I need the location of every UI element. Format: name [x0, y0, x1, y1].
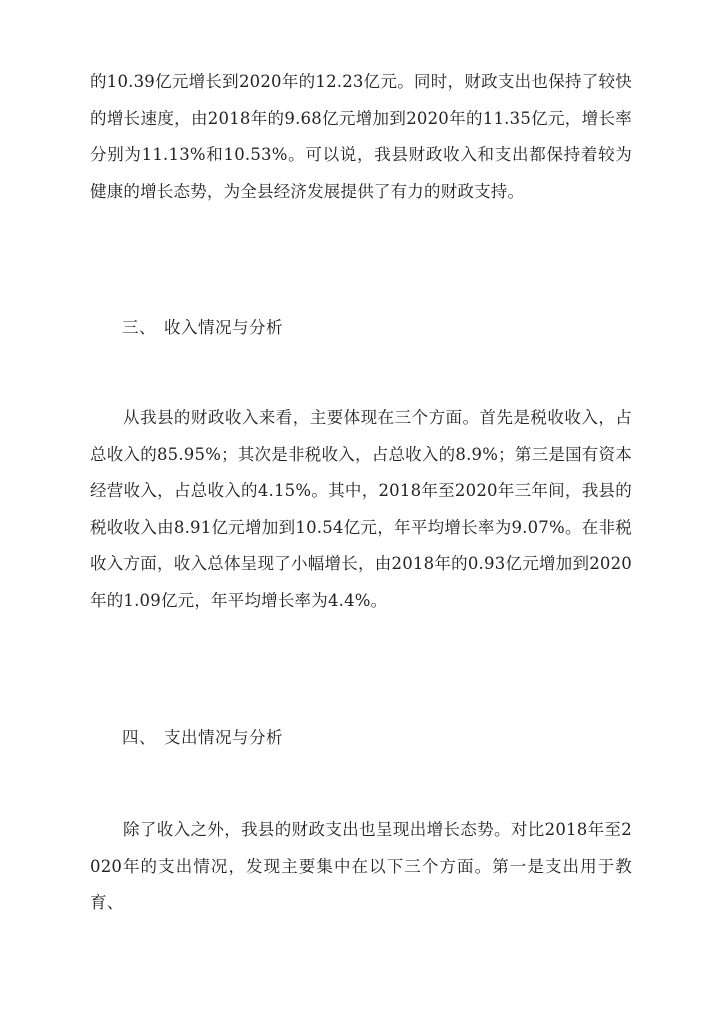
section-number: 四、	[122, 728, 156, 747]
paragraph-income-analysis: 从我县的财政收入来看，主要体现在三个方面。首先是税收收入，占总收入的85.95%；其次是非税收入，占总收入的8.9%；第三是国有资本经营收入，占总收入的4.15%。其中，2018年至2020年三年间，我县的税收收入由8.91亿元增加到10.54亿元，年平均增长率为9.07%。在非税收入方面，收入总体呈现了小幅增长，由2018年的0.93亿元增加到2020年的1.09亿元，年平均增长率为4.4%。	[90, 408, 632, 610]
paragraph-fiscal-overview: 的10.39亿元增长到2020年的12.23亿元。同时，财政支出也保持了较快的增长速度，由2018年的9.68亿元增加到2020年的11.35亿元，增长率分别为11.13%和10.53%。可以说，我县财政收入和支出都保持着较为健康的增长态势，为全县经济发展提供了有力的财政支持。	[90, 72, 632, 201]
section-heading-expenditure	[122, 726, 283, 750]
section-number: 三、	[122, 318, 156, 337]
paragraph-expenditure-analysis: 除了收入之外，我县的财政支出也呈现出增长态势。对比2018年至2020年的支出情况，发现主要集中在以下三个方面。第一是支出用于教育、	[90, 820, 632, 912]
section-title: 收入情况与分析	[164, 318, 283, 337]
section-title: 支出情况与分析	[164, 728, 283, 747]
section-heading-income	[122, 316, 283, 340]
